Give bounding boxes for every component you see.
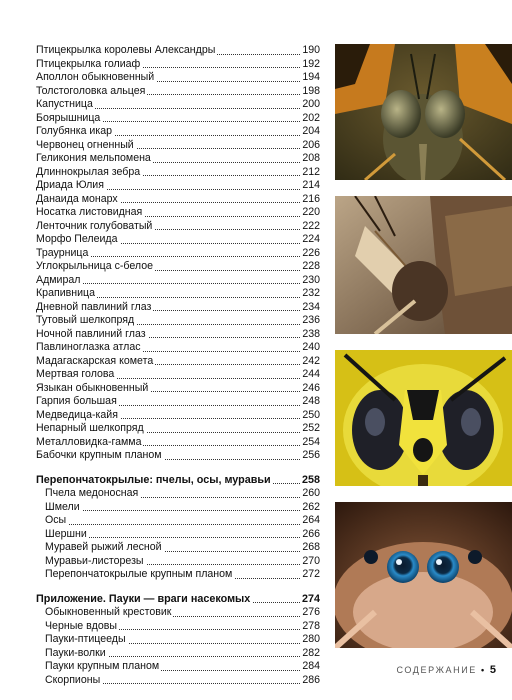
toc-entry-title: Металловидка-гамма xyxy=(36,435,142,448)
toc-entry-title: Скорпионы xyxy=(45,673,101,686)
jumping-spider-eyes-photo xyxy=(335,502,512,648)
table-of-contents xyxy=(36,44,320,687)
toc-entry-title: Крапивница xyxy=(36,287,95,299)
toc-entry-page: 260 xyxy=(302,487,320,499)
butterfly-proboscis-photo xyxy=(335,196,512,334)
section-title: Приложение. Пауки — враги насекомых xyxy=(36,592,251,605)
toc-entry-title: Муравьи-листорезы xyxy=(45,554,144,567)
toc-entry[interactable] xyxy=(45,501,320,515)
toc-entry[interactable] xyxy=(36,287,320,301)
toc-entry-page: 226 xyxy=(302,246,320,259)
section-heading-hymenoptera[interactable] xyxy=(36,474,320,488)
section-heading-spiders[interactable] xyxy=(36,593,320,607)
toc-entry[interactable] xyxy=(45,647,320,661)
toc-entry[interactable] xyxy=(36,274,320,288)
toc-entry-title: Шершни xyxy=(45,527,87,540)
spiders-list xyxy=(36,606,320,687)
toc-entry[interactable] xyxy=(45,541,320,555)
toc-entry-page: 242 xyxy=(302,354,320,367)
toc-entry[interactable] xyxy=(45,487,320,501)
toc-entry-title: Шмели xyxy=(45,500,80,513)
toc-entry-page: 206 xyxy=(302,138,320,151)
toc-entry[interactable] xyxy=(36,98,320,112)
toc-entry-page: 268 xyxy=(302,541,320,553)
toc-entry-page: 216 xyxy=(302,192,320,205)
toc-entry[interactable] xyxy=(36,301,320,315)
toc-entry-page: 256 xyxy=(302,449,320,461)
toc-entry[interactable] xyxy=(36,193,320,207)
toc-entry[interactable] xyxy=(36,422,320,436)
butterfly-head-photo xyxy=(335,44,512,180)
toc-entry-page: 234 xyxy=(302,300,320,313)
toc-entry-title: Траурница xyxy=(36,246,89,259)
butterflies-list xyxy=(36,44,320,463)
toc-entry-page: 204 xyxy=(302,125,320,137)
footer-label: СОДЕРЖАНИЕ xyxy=(396,665,477,675)
toc-entry[interactable] xyxy=(45,606,320,620)
toc-entry[interactable] xyxy=(45,514,320,528)
toc-entry-title: Толстоголовка альцея xyxy=(36,84,146,97)
toc-entry[interactable] xyxy=(36,409,320,423)
toc-entry-title: Перепончатокрылые крупным планом xyxy=(45,568,233,580)
toc-entry[interactable] xyxy=(36,206,320,220)
toc-entry-page: 192 xyxy=(302,57,320,70)
toc-entry[interactable] xyxy=(36,314,320,328)
toc-entry-page: 228 xyxy=(302,260,320,272)
toc-entry[interactable] xyxy=(36,328,320,342)
toc-entry-page: 252 xyxy=(302,422,320,434)
toc-entry-page: 236 xyxy=(302,314,320,326)
toc-entry-title: Обыкновенный крестовик xyxy=(45,606,172,618)
toc-entry-page: 244 xyxy=(302,368,320,380)
toc-entry-title: Черные вдовы xyxy=(45,619,117,632)
toc-entry-title: Павлиноглазка атлас xyxy=(36,341,141,353)
toc-entry[interactable] xyxy=(45,674,320,688)
toc-entry-title: Пауки-волки xyxy=(45,646,106,659)
toc-entry-title: Адмирал xyxy=(36,273,81,286)
toc-entry[interactable] xyxy=(36,341,320,355)
toc-entry-title: Пауки-птицееды xyxy=(45,633,126,645)
toc-entry-title: Дриада Юлия xyxy=(36,179,104,191)
toc-entry-title: Птицекрылка голиаф xyxy=(36,57,141,70)
toc-entry[interactable] xyxy=(45,555,320,569)
toc-entry-page: 202 xyxy=(302,111,320,124)
toc-entry-title: Языкан обыкновенный xyxy=(36,381,149,394)
toc-entry-page: 280 xyxy=(302,633,320,645)
toc-entry-title: Птицекрылка королевы Александры xyxy=(36,44,216,56)
toc-entry-page: 222 xyxy=(302,219,320,232)
toc-entry-title: Мадагаскарская комета xyxy=(36,354,154,367)
toc-entry-title: Дневной павлиний глаз xyxy=(36,300,152,313)
toc-entry-title: Осы xyxy=(45,514,67,526)
toc-entry-title: Непарный шелкопряд xyxy=(36,422,144,434)
toc-entry-page: 250 xyxy=(302,408,320,421)
toc-entry-page: 200 xyxy=(302,98,320,110)
toc-entry-title: Данаида монарх xyxy=(36,192,118,205)
leader-dots xyxy=(45,510,300,511)
toc-entry-title: Тутовый шелкопряд xyxy=(36,314,135,326)
toc-entry-title: Ленточник голубоватый xyxy=(36,219,153,232)
toc-entry-title: Бабочки крупным планом xyxy=(36,449,162,461)
toc-entry[interactable] xyxy=(36,44,320,58)
toc-entry-page: 220 xyxy=(302,206,320,218)
toc-entry-page: 246 xyxy=(302,381,320,394)
hymenoptera-list xyxy=(36,487,320,582)
toc-entry-page: 278 xyxy=(302,619,320,632)
toc-entry[interactable] xyxy=(36,233,320,247)
toc-entry-page: 214 xyxy=(302,179,320,191)
toc-entry-title: Капустница xyxy=(36,98,93,110)
toc-entry-title: Муравей рыжий лесной xyxy=(45,541,162,553)
toc-entry-page: 248 xyxy=(302,395,320,407)
section-page: 274 xyxy=(301,592,320,605)
toc-entry-title: Геликония мельпомена xyxy=(36,152,151,164)
toc-entry-title: Мертвая голова xyxy=(36,368,115,380)
toc-entry-page: 238 xyxy=(302,327,320,340)
toc-entry-title: Пчела медоносная xyxy=(45,487,139,499)
toc-entry-page: 198 xyxy=(302,84,320,97)
toc-entry[interactable] xyxy=(45,528,320,542)
footer-bullet: • xyxy=(481,665,486,675)
toc-entry[interactable] xyxy=(36,449,320,463)
toc-entry[interactable] xyxy=(36,166,320,180)
toc-entry-page: 224 xyxy=(302,233,320,245)
page-footer xyxy=(397,664,497,676)
toc-entry[interactable] xyxy=(36,139,320,153)
toc-entry[interactable] xyxy=(36,179,320,193)
toc-entry[interactable] xyxy=(36,260,320,274)
toc-entry[interactable] xyxy=(36,436,320,450)
toc-entry-page: 212 xyxy=(302,165,320,178)
toc-entry[interactable] xyxy=(36,58,320,72)
toc-entry-page: 254 xyxy=(302,435,320,448)
toc-entry-title: Боярышница xyxy=(36,111,101,124)
toc-entry-page: 284 xyxy=(302,660,320,672)
toc-entry-title: Голубянка икар xyxy=(36,125,112,137)
toc-entry-page: 208 xyxy=(302,152,320,164)
toc-entry-page: 266 xyxy=(302,527,320,540)
toc-entry[interactable] xyxy=(36,247,320,261)
toc-entry-title: Аполлон обыкновенный xyxy=(36,71,155,83)
wasp-face-photo xyxy=(335,350,512,486)
toc-entry[interactable] xyxy=(36,152,320,166)
toc-entry-page: 240 xyxy=(302,341,320,353)
toc-entry-title: Ночной павлиний глаз xyxy=(36,327,146,340)
toc-entry-page: 232 xyxy=(302,287,320,299)
toc-entry-page: 190 xyxy=(302,44,320,56)
toc-entry-page: 282 xyxy=(302,646,320,659)
toc-entry-page: 286 xyxy=(302,673,320,686)
toc-entry-page: 276 xyxy=(302,606,320,618)
toc-entry-title: Червонец огненный xyxy=(36,138,134,151)
toc-entry[interactable] xyxy=(36,382,320,396)
toc-entry[interactable] xyxy=(36,355,320,369)
toc-entry[interactable] xyxy=(45,620,320,634)
toc-entry[interactable] xyxy=(36,71,320,85)
toc-entry[interactable] xyxy=(36,368,320,382)
toc-entry[interactable] xyxy=(36,112,320,126)
toc-entry-page: 270 xyxy=(302,554,320,567)
toc-entry-page: 262 xyxy=(302,500,320,513)
toc-entry-page: 264 xyxy=(302,514,320,526)
toc-entry-title: Длиннокрылая зебра xyxy=(36,165,141,178)
toc-entry-title: Медведица-кайя xyxy=(36,408,118,421)
toc-entry-page: 194 xyxy=(302,71,320,83)
page-number: 5 xyxy=(489,664,496,676)
toc-entry-title: Гарпия большая xyxy=(36,395,117,407)
toc-entry-title: Углокрыльница с-белое xyxy=(36,260,153,272)
toc-entry[interactable] xyxy=(45,660,320,674)
toc-entry[interactable] xyxy=(45,568,320,582)
toc-entry[interactable] xyxy=(36,220,320,234)
toc-entry[interactable] xyxy=(45,633,320,647)
toc-entry-page: 230 xyxy=(302,273,320,286)
leader-dots xyxy=(45,524,300,525)
section-page: 258 xyxy=(301,473,320,486)
toc-entry-title: Носатка листовидная xyxy=(36,206,143,218)
toc-entry-page: 272 xyxy=(302,568,320,580)
toc-entry[interactable] xyxy=(36,125,320,139)
toc-entry[interactable] xyxy=(36,85,320,99)
toc-entry[interactable] xyxy=(36,395,320,409)
section-title: Перепончатокрылые: пчелы, осы, муравьи xyxy=(36,473,271,486)
toc-entry-title: Пауки крупным планом xyxy=(45,660,160,672)
toc-entry-title: Морфо Пелеида xyxy=(36,233,118,245)
